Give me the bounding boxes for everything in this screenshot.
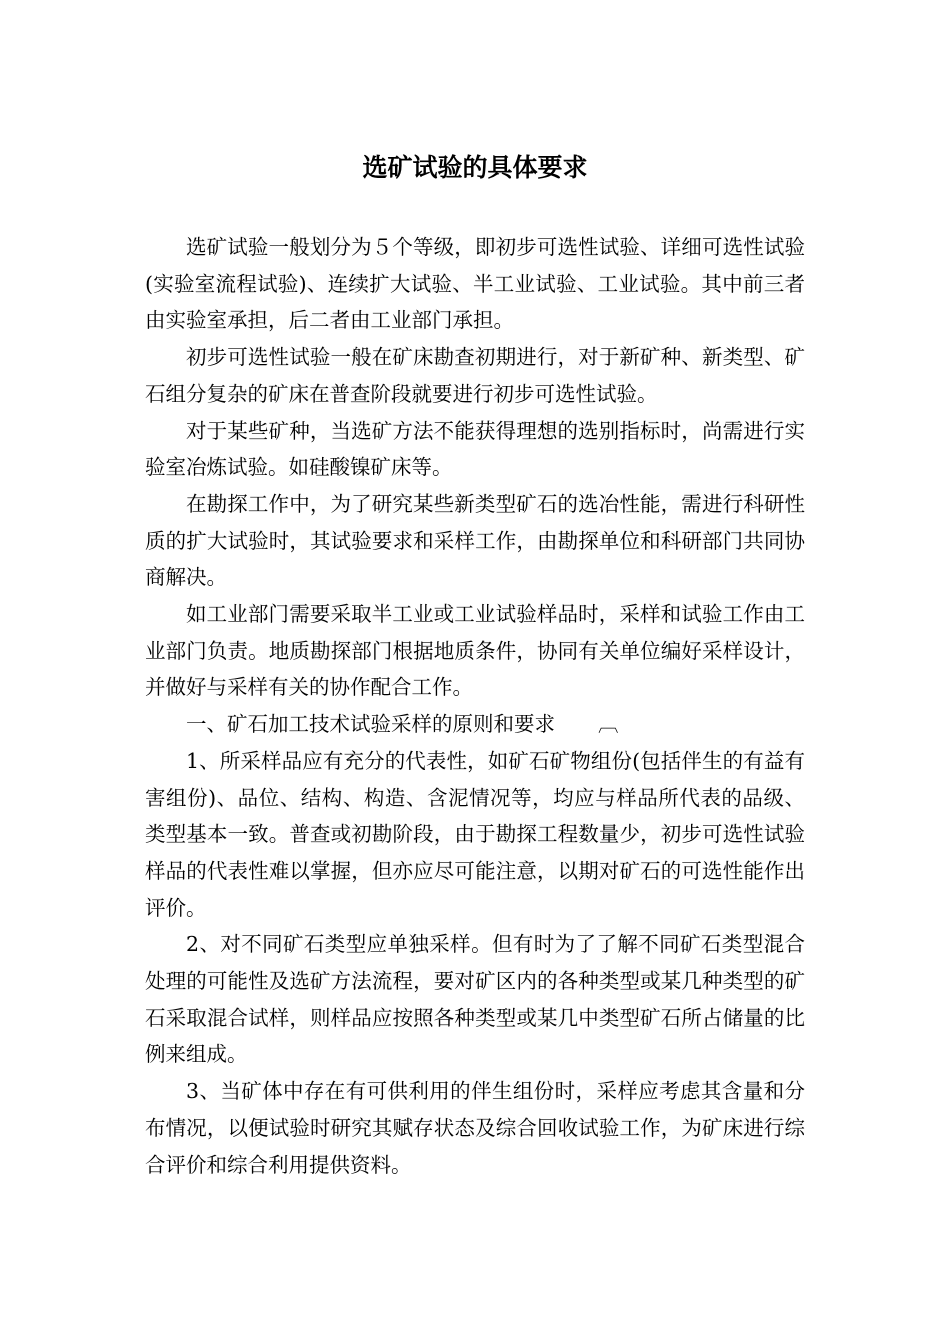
paragraph-overview: 选矿试验一般划分为５个等级，即初步可选性试验、详细可选性试验(实验室流程试验)、连续扩大试验、半工业试验、工业试验。其中前三者由实验室承担，后二者由工业部门承担。 — [145, 235, 805, 333]
section-heading — [145, 706, 805, 743]
paragraph-industrial-test: 如工业部门需要采取半工业或工业试验样品时，采样和试验工作由工业部门负责。地质勘探部门根据地质条件，协同有关单位编好采样设计，并做好与采样有关的协作配合工作。 — [145, 602, 805, 700]
paragraph-item-2: 2、对不同矿石类型应单独采样。但有时为了了解不同矿石类型混合处理的可能性及选矿方法流程，要对矿区内的各种类型或某几种类型的矿石采取混合试样，则样品应按照各种类型或某几中类型矿石所占储量的比例来组成。 — [145, 932, 805, 1067]
heading-tail-mark: ︹ — [598, 712, 619, 737]
section-heading-text: 一、矿石加工技术试验采样的原则和要求 — [186, 712, 555, 737]
document-title: 选矿试验的具体要求 — [362, 153, 588, 182]
paragraph-expanded-test: 在勘探工作中，为了研究某些新类型矿石的选冶性能，需进行科研性质的扩大试验时，其试验要求和采样工作，由勘探单位和科研部门共同协商解决。 — [145, 491, 805, 590]
paragraph-smelting-test: 对于某些矿种，当选矿方法不能获得理想的选别指标时，尚需进行实验室冶炼试验。如硅酸镍矿床等。 — [145, 418, 805, 480]
paragraph-preliminary-test: 初步可选性试验一般在矿床勘查初期进行，对于新矿种、新类型、矿石组分复杂的矿床在普查阶段就要进行初步可选性试验。 — [145, 345, 805, 406]
paragraph-item-1: 1、所采样品应有充分的代表性，如矿石矿物组份(包括伴生的有益有害组份)、品位、结构、构造、含泥情况等，均应与样品所代表的品级、类型基本一致。普查或初勘阶段，由于勘探工程数量少，初步可选性试验样品的代表性难以掌握，但亦应尽可能注意，以期对矿石的可选性能作出评价。 — [145, 748, 805, 920]
paragraph-item-3: 3、当矿体中存在有可供利用的伴生组份时，采样应考虑其含量和分布情况，以便试验时研究其赋存状态及综合回收试验工作，为矿床进行综合评价和综合利用提供资料。 — [145, 1079, 805, 1177]
document-body — [145, 229, 805, 1183]
